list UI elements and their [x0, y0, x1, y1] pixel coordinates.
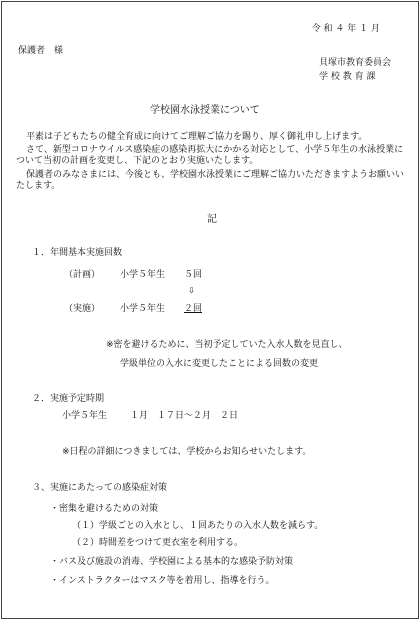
section2-note: ※日程の詳細につきましては、学校からお知らせいたします。: [62, 447, 312, 457]
paragraph-3: 保護者のみなさまには、今後とも、学校園水泳授業にご理解ご協力いただきますようお願いいたします。: [16, 170, 405, 192]
bullet-1-sub-1: （１）学級ごとの入水とし、１回あたりの入水人数を減らす。: [72, 521, 324, 531]
issuer-section: 学 校 教 育 課: [319, 72, 376, 82]
bullet-1: ・密集を避けるための対策: [50, 504, 159, 514]
bullet-1-sub-2: （２）時間差をつけて更衣室を利用する。: [72, 538, 244, 548]
section1-heading: １．年間基本実施回数: [32, 248, 123, 258]
date: 令 和 ４ 年 １ 月: [311, 24, 380, 34]
document-page: [1, 1, 419, 619]
plan-label: （計画）: [64, 270, 101, 280]
plan-count: ５回: [184, 270, 203, 280]
section1-note-2: 学級単位の入水に変更したことによる回数の変更: [120, 359, 319, 369]
section2-grade: 小学５年生: [62, 411, 108, 421]
plan-grade: 小学５年生: [120, 270, 166, 280]
section2-heading: ２．実施予定時期: [32, 394, 105, 404]
paragraph-2: さて、新型コロナウイルス感染症の感染再拡大にかかる対応として、小学５年生の水泳授業について当初の計画を変更し、下記のとおり実施いたします。: [16, 145, 404, 167]
bullet-2: ・バス及び施設の消毒、学校園による基本的な感染予防対策: [50, 557, 294, 567]
issuer-board: 貝塚市教育委員会: [319, 58, 392, 68]
bullet-3: ・インストラクターはマスク等を着用し、指導を行う。: [50, 576, 275, 586]
section2-period: １月 １７日～２月 ２日: [130, 411, 239, 421]
actual-grade: 小学５年生: [120, 304, 166, 314]
actual-count: ２回: [184, 304, 203, 314]
recipient: 保護者 様: [18, 46, 64, 56]
actual-label: （実施）: [64, 304, 101, 314]
down-arrow-icon: ⇩: [188, 286, 195, 295]
ki-heading: 記: [207, 214, 217, 225]
page-title: 学校園水泳授業について: [150, 105, 260, 116]
section3-heading: ３、実施にあたっての感染症対策: [32, 483, 168, 493]
paragraph-1: 平素は子どもたちの健全育成に向けてご理解ご協力を賜り、厚く御礼申し上げます。: [26, 132, 368, 142]
section1-note-1: ※密を避けるために、当初予定していた入水人数を見直し、: [106, 340, 348, 350]
